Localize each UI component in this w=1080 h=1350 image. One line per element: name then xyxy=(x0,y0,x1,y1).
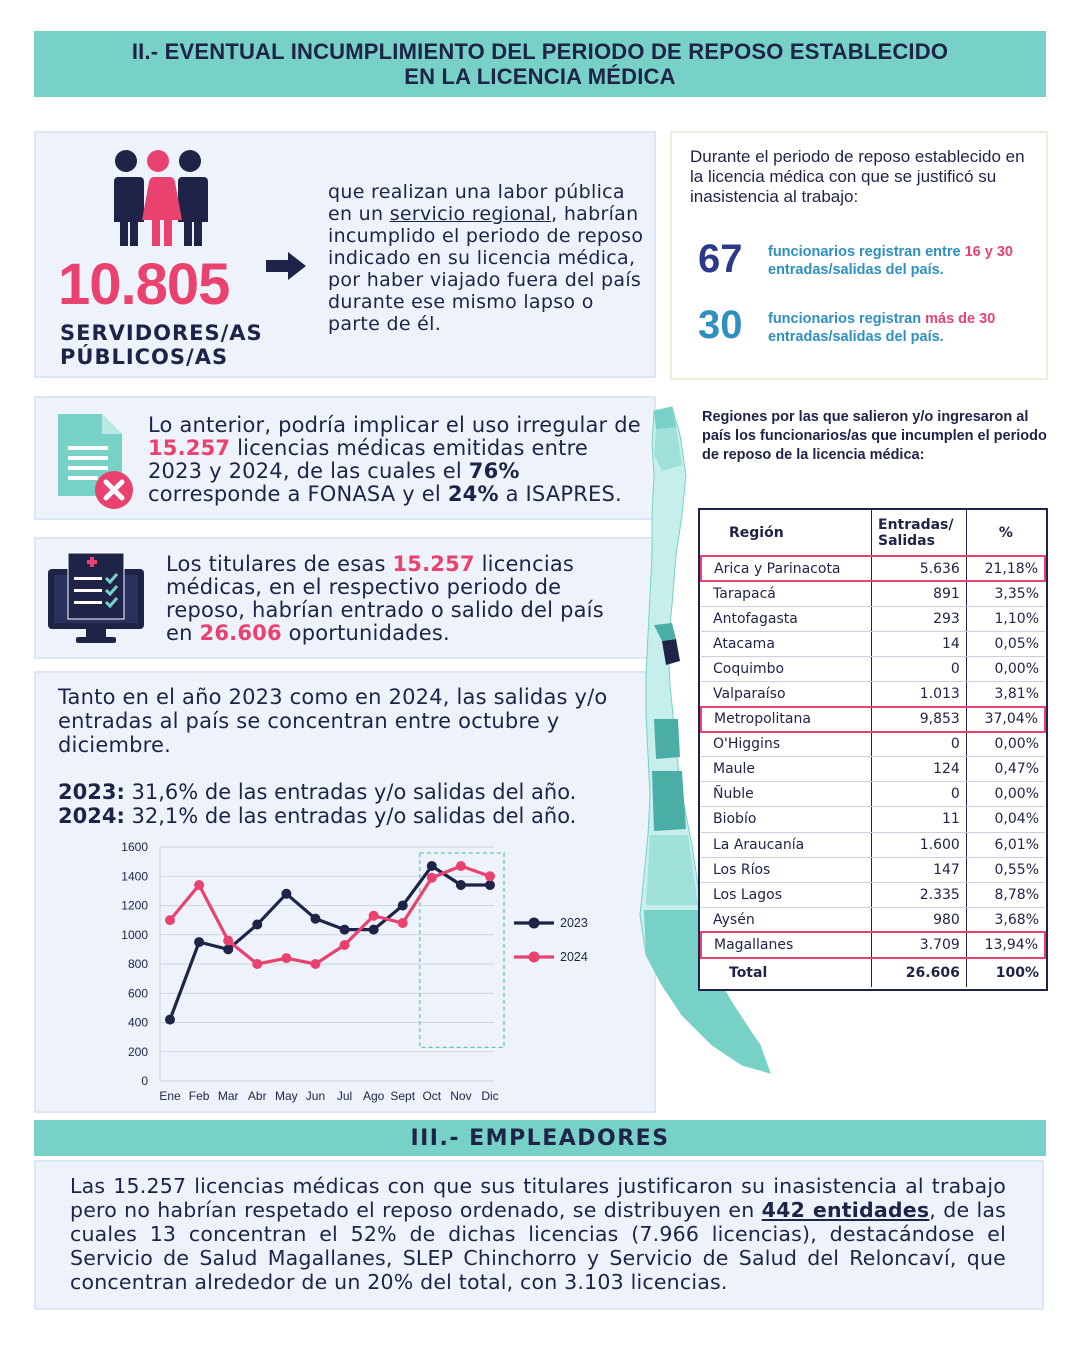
row1-text-highlight: 16 y 30 xyxy=(964,244,1013,260)
table-row xyxy=(701,832,1045,857)
titulares-t3: oportunidades. xyxy=(281,621,450,645)
x-tick-label: Dic xyxy=(481,1089,499,1103)
data-point-2023 xyxy=(340,925,350,935)
servers-desc-post: , habrían incumplido el periodo de reposo indicado en su licencia médica, por haber viajado fuera del país durante ese mismo lapso o parte de él. xyxy=(328,203,644,335)
table-cell-region: Atacama xyxy=(701,631,872,656)
table-cell-count: 0 xyxy=(872,656,967,681)
data-point-2023 xyxy=(427,861,437,871)
licencias-panel xyxy=(34,396,656,520)
year-2023-label: 2023: xyxy=(58,780,125,804)
row1-text-b: entradas/salidas del país. xyxy=(768,262,944,278)
table-row xyxy=(701,807,1045,832)
x-tick-label: Mar xyxy=(217,1089,239,1103)
table-cell-region: O'Higgins xyxy=(701,732,872,757)
employers-panel xyxy=(34,1160,1044,1310)
table-cell-pct: 8,78% xyxy=(966,882,1045,907)
licencias-isapre-pct: 24% xyxy=(447,482,499,506)
total-cell-region: Total xyxy=(701,958,872,987)
servers-label-line1: SERVIDORES/AS xyxy=(60,321,263,345)
table-row xyxy=(701,707,1045,732)
data-point-2023 xyxy=(194,937,204,947)
table-cell-pct: 1,10% xyxy=(966,606,1045,631)
table-row xyxy=(701,757,1045,782)
header-region: Región xyxy=(701,510,872,556)
table-cell-count: 147 xyxy=(872,857,967,882)
table-cell-count: 124 xyxy=(872,757,967,782)
data-point-2023 xyxy=(223,944,233,954)
y-tick-label: 1000 xyxy=(121,927,148,942)
document-rejected-icon xyxy=(56,412,136,512)
x-tick-label: Ago xyxy=(362,1089,385,1103)
licencias-text xyxy=(148,414,643,506)
section-title-line1: II.- EVENTUAL INCUMPLIMIENTO DEL PERIODO DE REPOSO ESTABLECIDO xyxy=(131,39,949,64)
y-tick-label: 1600 xyxy=(121,840,148,854)
titulares-licencias-count: 15.257 xyxy=(392,552,475,576)
map-araucania xyxy=(654,719,680,759)
employers-entities-count: 442 entidades xyxy=(761,1198,930,1222)
map-caption: Regiones por las que salieron y/o ingresaron al país los funcionarios/as que incumplen el periodo de reposo de la licencia médica: xyxy=(702,409,1047,463)
table-cell-pct: 13,94% xyxy=(966,932,1045,957)
table-cell-pct: 21,18% xyxy=(966,556,1045,581)
table-cell-region: Ñuble xyxy=(701,782,872,807)
data-point-2024 xyxy=(310,959,320,969)
x-tick-label: Feb xyxy=(188,1089,210,1103)
table-row xyxy=(701,681,1045,706)
table-cell-region: Biobío xyxy=(701,807,872,832)
data-point-2024 xyxy=(369,911,379,921)
data-point-2024 xyxy=(456,861,466,871)
x-tick-label: Jun xyxy=(305,1089,326,1103)
concentration-2023 xyxy=(58,780,576,804)
table-row xyxy=(701,581,1045,606)
table-cell-region: Metropolitana xyxy=(701,707,872,732)
titulares-oportunidades-count: 26.606 xyxy=(199,621,282,645)
entries-row2-text xyxy=(768,310,1043,346)
y-tick-label: 1200 xyxy=(121,898,148,913)
map-loslagos xyxy=(652,771,686,831)
concentration-2024 xyxy=(58,804,576,828)
table-cell-region: Tarapacá xyxy=(701,581,872,606)
people-icon xyxy=(108,149,208,247)
table-cell-pct: 3,81% xyxy=(966,681,1045,706)
concentration-panel xyxy=(34,671,656,1113)
servers-label-line2: PÚBLICOS/AS xyxy=(60,345,229,369)
servers-panel xyxy=(34,131,656,378)
line-chart xyxy=(36,831,636,1111)
table-cell-region: Los Ríos xyxy=(701,857,872,882)
licencias-t4: a ISAPRES. xyxy=(498,482,622,506)
data-point-2024 xyxy=(398,918,408,928)
table-row xyxy=(701,782,1045,807)
total-cell-count: 26.606 xyxy=(872,958,967,987)
data-point-2023 xyxy=(369,925,379,935)
titulares-panel xyxy=(34,537,656,659)
table-cell-region: Los Lagos xyxy=(701,882,872,907)
table-header-row xyxy=(701,510,1045,556)
table-row xyxy=(701,556,1045,581)
table-cell-count: 0 xyxy=(872,782,967,807)
titulares-text xyxy=(166,553,636,645)
section-title-line2: EN LA LICENCIA MÉDICA xyxy=(404,64,676,89)
concentration-text: Tanto en el año 2023 como en 2024, las salidas y/o entradas al país se concentran entre octubre y diciembre. xyxy=(58,685,608,757)
employers-header xyxy=(34,1120,1046,1156)
licencias-t3: corresponde a FONASA y el xyxy=(148,482,448,506)
table-cell-pct: 0,05% xyxy=(966,631,1045,656)
table-total-row xyxy=(701,958,1045,987)
monitor-checklist-icon xyxy=(46,551,146,647)
employers-title: III.- EMPLEADORES xyxy=(410,1125,670,1151)
table-cell-count: 9,853 xyxy=(872,707,967,732)
row1-text-a: funcionarios registran entre xyxy=(768,244,965,260)
y-tick-label: 400 xyxy=(127,1015,148,1030)
titulares-t1: Los titulares de esas xyxy=(166,552,393,576)
legend-marker-2024 xyxy=(529,952,540,963)
table-cell-pct: 0,00% xyxy=(966,782,1045,807)
row2-text-highlight: más de 30 xyxy=(925,311,996,327)
table-cell-region: La Araucanía xyxy=(701,832,872,857)
table-cell-count: 1.013 xyxy=(872,681,967,706)
table-cell-count: 14 xyxy=(872,631,967,656)
section-header xyxy=(34,31,1046,97)
total-cell-pct: 100% xyxy=(966,958,1045,987)
table-cell-count: 0 xyxy=(872,732,967,757)
x-tick-label: Ene xyxy=(159,1089,181,1103)
table-cell-pct: 3,35% xyxy=(966,581,1045,606)
y-tick-label: 800 xyxy=(127,957,148,971)
table-cell-region: Valparaíso xyxy=(701,681,872,706)
table-cell-count: 293 xyxy=(872,606,967,631)
table-row xyxy=(701,631,1045,656)
table-cell-count: 980 xyxy=(872,907,967,932)
header-count: Entradas/ Salidas xyxy=(872,510,967,556)
data-point-2023 xyxy=(456,880,466,890)
table-cell-region: Antofagasta xyxy=(701,606,872,631)
y-tick-label: 1400 xyxy=(121,869,148,884)
data-point-2024 xyxy=(165,915,175,925)
region-table-box xyxy=(698,508,1048,991)
servers-number: 10.805 xyxy=(58,252,230,317)
data-point-2024 xyxy=(252,959,262,969)
legend-label-2024: 2024 xyxy=(560,950,588,964)
entries-intro: Durante el periodo de reposo establecido en la licencia médica con que se justificó su inasistencia al trabajo: xyxy=(690,147,1025,206)
data-point-2023 xyxy=(398,901,408,911)
legend-marker-2023 xyxy=(529,918,540,929)
table-row xyxy=(701,606,1045,631)
table-cell-count: 3.709 xyxy=(872,932,967,957)
table-cell-count: 5.636 xyxy=(872,556,967,581)
row2-text-a: funcionarios registran xyxy=(768,311,926,327)
servers-desc-pre: que realizan una labor pública en un xyxy=(328,181,625,225)
x-tick-label: Jul xyxy=(336,1089,353,1103)
data-point-2023 xyxy=(252,920,262,930)
servers-description xyxy=(328,181,650,335)
licencias-t1: Lo anterior, podría implicar el uso irregular de xyxy=(148,413,641,437)
header-pct: % xyxy=(966,510,1045,556)
table-cell-pct: 0,04% xyxy=(966,807,1045,832)
table-cell-region: Coquimbo xyxy=(701,656,872,681)
employers-t2: , de las cuales 13 concentran el 52% de dichas licencias (7.966 licencias), destacándose el Servicio de Salud Magallanes, SLEP Chinchorro y Servicio de Salud del Reloncaví, que concentran alrededor de un 20% del total, con 3.103 licencias. xyxy=(70,1198,1007,1294)
table-cell-region: Maule xyxy=(701,757,872,782)
arrow-right-icon xyxy=(264,250,308,282)
data-point-2023 xyxy=(281,889,291,899)
entries-row1-text xyxy=(768,243,1043,279)
series-line-2023 xyxy=(170,866,490,1020)
data-point-2024 xyxy=(485,871,495,881)
table-cell-region: Magallanes xyxy=(701,932,872,957)
entries-box xyxy=(670,131,1048,380)
table-row xyxy=(701,932,1045,957)
licencias-t2: licencias médicas emitidas entre 2023 y 2024, de las cuales el xyxy=(148,436,589,483)
table-cell-pct: 3,68% xyxy=(966,907,1045,932)
data-point-2024 xyxy=(194,880,204,890)
table-cell-count: 891 xyxy=(872,581,967,606)
x-tick-label: May xyxy=(275,1089,298,1103)
entries-row1-number: 67 xyxy=(698,237,743,281)
row2-text-b: entradas/salidas del país. xyxy=(768,329,944,345)
x-tick-label: Abr xyxy=(247,1089,267,1103)
entries-row2-number: 30 xyxy=(698,303,743,347)
year-2023-text: 31,6% de las entradas y/o salidas del año. xyxy=(124,780,577,804)
licencias-count: 15.257 xyxy=(148,436,231,460)
x-tick-label: Nov xyxy=(450,1089,472,1103)
table-cell-count: 11 xyxy=(872,807,967,832)
series-line-2024 xyxy=(170,866,490,964)
table-cell-region: Arica y Parinacota xyxy=(701,556,872,581)
servers-desc-link: servicio regional xyxy=(389,203,552,225)
employers-text xyxy=(70,1174,1006,1294)
region-table xyxy=(700,510,1046,987)
y-tick-label: 200 xyxy=(127,1044,148,1059)
year-2024-text: 32,1% de las entradas y/o salidas del año. xyxy=(124,804,577,828)
table-row xyxy=(701,656,1045,681)
table-cell-pct: 0,00% xyxy=(966,656,1045,681)
y-tick-label: 0 xyxy=(141,1074,148,1088)
x-tick-label: Oct xyxy=(422,1089,442,1103)
data-point-2023 xyxy=(485,880,495,890)
table-cell-region: Aysén xyxy=(701,907,872,932)
table-cell-pct: 0,55% xyxy=(966,857,1045,882)
data-point-2024 xyxy=(340,940,350,950)
table-cell-count: 2.335 xyxy=(872,882,967,907)
year-2024-label: 2024: xyxy=(58,804,125,828)
data-point-2023 xyxy=(165,1015,175,1025)
employers-t1: Las 15.257 licencias médicas con que sus titulares justificaron su inasistencia al trabajo pero no habrían respetado el reposo ordenado, se distribuyen en xyxy=(70,1174,1006,1222)
table-cell-count: 1.600 xyxy=(872,832,967,857)
x-tick-label: Sept xyxy=(390,1089,416,1103)
table-cell-pct: 0,00% xyxy=(966,732,1045,757)
data-point-2024 xyxy=(223,936,233,946)
data-point-2023 xyxy=(310,914,320,924)
table-row xyxy=(701,732,1045,757)
licencias-fonasa-pct: 76% xyxy=(468,459,520,483)
table-row xyxy=(701,882,1045,907)
table-row xyxy=(701,907,1045,932)
data-point-2024 xyxy=(281,953,291,963)
table-cell-pct: 37,04% xyxy=(966,707,1045,732)
titulares-t2: licencias médicas, en el respectivo periodo de reposo, habrían entrado o salido del país en xyxy=(166,552,604,645)
y-tick-label: 600 xyxy=(127,986,148,1001)
table-cell-pct: 6,01% xyxy=(966,832,1045,857)
data-point-2024 xyxy=(427,873,437,883)
legend-label-2023: 2023 xyxy=(560,916,588,930)
table-row xyxy=(701,857,1045,882)
table-cell-pct: 0,47% xyxy=(966,757,1045,782)
